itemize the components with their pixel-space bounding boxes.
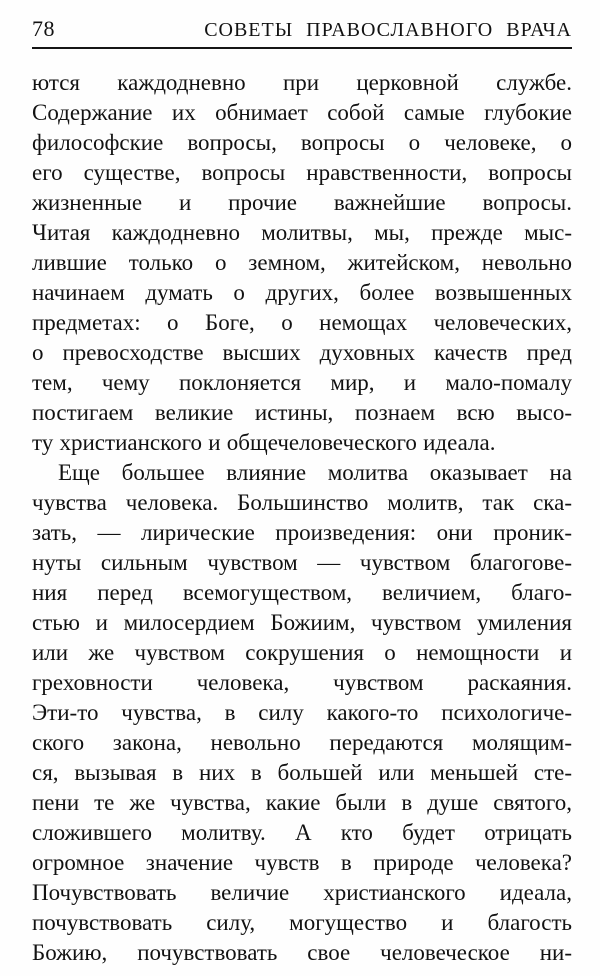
text-line: Почувствовать величие христианского идеала, <box>32 880 572 905</box>
text-line: Еще большее влияние молитва оказывает на <box>58 460 572 485</box>
text-line: нуты сильным чувством — чувством благогове- <box>32 550 572 575</box>
text-line: Эти-то чувства, в силу какого-то психологиче- <box>32 700 572 725</box>
text-line: начинаем думать о других, более возвышенных <box>32 280 572 305</box>
text-line: Читая каждодневно молитвы, мы, прежде мыс- <box>32 220 572 245</box>
text-line: чувства человека. Большинство молитв, так ска- <box>32 490 572 515</box>
text-line: греховности человека, чувством раскаяния. <box>32 670 572 695</box>
running-head: СОВЕТЫ ПРАВОСЛАВНОГО ВРАЧА <box>204 19 572 41</box>
text-line: ского закона, невольно передаются молящим- <box>32 730 572 755</box>
body-text <box>32 68 572 968</box>
text-line: предметах: о Боге, о немощах человеческих, <box>32 310 572 335</box>
text-line: постигаем великие истины, познаем всю высо- <box>32 400 572 425</box>
text-line: Божию, почувствовать свое человеческое ни- <box>32 940 572 965</box>
text-line: ся, вызывая в них в большей или меньшей сте- <box>32 760 572 785</box>
text-line: ются каждодневно при церковной службе. <box>32 70 572 95</box>
text-line: почувствовать силу, могущество и благость <box>32 910 572 935</box>
header-rule <box>32 47 572 49</box>
page-number: 78 <box>32 16 55 41</box>
paragraph <box>32 68 572 458</box>
text-line: Содержание их обнимает собой самые глубокие <box>32 100 572 125</box>
text-line: огромное значение чувств в природе человека? <box>32 850 572 875</box>
text-line: философские вопросы, вопросы о человеке, о <box>32 130 572 155</box>
paragraph <box>32 458 572 968</box>
text-line: ния перед всемогуществом, величием, благо- <box>32 580 572 605</box>
text-line: пени те же чувства, какие были в душе святого, <box>32 790 572 815</box>
text-line: жизненные и прочие важнейшие вопросы. <box>32 190 572 215</box>
page-header <box>32 16 572 42</box>
text-line: сложившего молитву. А кто будет отрицать <box>32 820 572 845</box>
text-line: его существе, вопросы нравственности, вопросы <box>32 160 572 185</box>
text-line: стью и милосердием Божиим, чувством умиления <box>32 610 572 635</box>
text-line: тем, чему поклоняется мир, и мало-помалу <box>32 370 572 395</box>
text-line: о превосходстве высших духовных качеств пред <box>32 340 572 365</box>
text-line: ту христианского и общечеловеческого идеала. <box>32 430 496 455</box>
text-line: лившие только о земном, житейском, невольно <box>32 250 572 275</box>
text-line: или же чувством сокрушения о немощности и <box>32 640 572 665</box>
text-line: зать, — лирические произведения: они проник- <box>32 520 572 545</box>
